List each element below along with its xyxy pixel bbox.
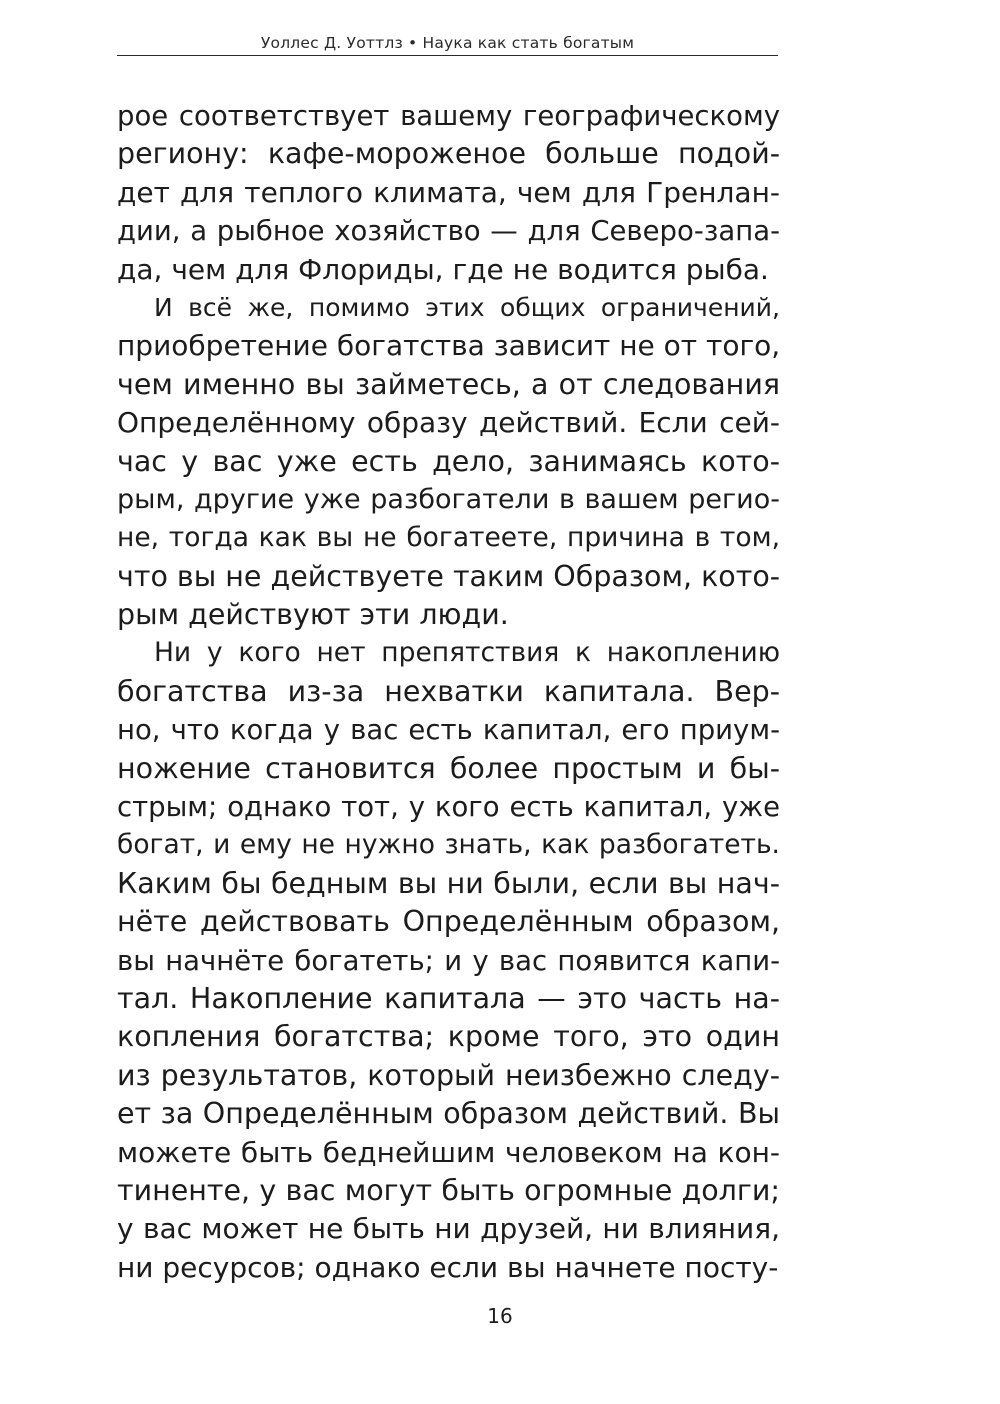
- body-text: [117, 97, 780, 1287]
- text-line: час у вас уже есть дело, занимаясь кото-: [117, 444, 780, 478]
- text-line: копления богатства; кроме того, это один: [117, 1020, 780, 1054]
- text-line: приобретение богатства зависит не от того,: [117, 329, 781, 363]
- text-line: тиненте, у вас могут быть огромные долги;: [117, 1173, 780, 1207]
- text-line: И всё же, помимо этих общих ограничений,: [154, 292, 780, 322]
- running-header: [117, 33, 778, 56]
- text-line: вы начнёте богатеть; и у вас появится капи-: [117, 944, 780, 977]
- text-line: тал. Накопление капитала — это часть на-: [117, 981, 780, 1015]
- text-line: стрым; однако тот, у кого есть капитал, уже: [117, 791, 780, 824]
- text-line: ет за Определённым образом действий. Вы: [117, 1097, 780, 1131]
- text-line: но, что когда у вас есть капитал, его приум-: [117, 714, 780, 747]
- text-line: дии, а рыбное хозяйство — для Северо-запа-: [117, 215, 780, 248]
- text-line: ни ресурсов; однако если вы начнете посту-: [117, 1250, 779, 1284]
- text-line: богатства из-за нехватки капитала. Вер-: [117, 674, 780, 708]
- text-line: у вас может не быть ни друзей, ни влияния,: [117, 1212, 780, 1246]
- text-line: нёте действовать Определённым образом,: [117, 905, 780, 939]
- text-line: да, чем для Флориды, где не водится рыба.: [117, 252, 769, 286]
- text-line: можете быть беднейшим человеком на кон-: [117, 1135, 780, 1169]
- text-line: ножение становится более простым и бы-: [117, 751, 780, 785]
- text-line: богат, и ему не нужно знать, как разбогатеть.: [117, 829, 780, 861]
- running-title: Уоллес Д. Уоттлз • Наука как стать богатым: [260, 34, 635, 52]
- page-number: 16: [487, 1304, 513, 1328]
- paragraph: [117, 289, 780, 635]
- text-line: Ни у кого нет препятствия к накоплению: [154, 637, 780, 669]
- text-line: рое соответствует вашему географическому: [117, 100, 780, 132]
- text-line: чем именно вы займетесь, а от следования: [117, 367, 780, 401]
- text-line: Определённому образу действий. Если сей-: [117, 406, 780, 440]
- text-line: из результатов, который неизбежно следу-: [117, 1058, 780, 1092]
- paragraph: [117, 634, 780, 1287]
- paragraph: [117, 97, 780, 289]
- text-line: Каким бы бедным вы ни были, если вы нач-: [117, 866, 780, 900]
- text-line: что вы не действуете таким Образом, кото-: [117, 559, 781, 593]
- text-line: дет для теплого климата, чем для Гренлан-: [117, 175, 780, 209]
- text-line: региону: кафе-мороженое больше подой-: [117, 137, 780, 171]
- text-line: рым, другие уже разбогатели в вашем регио-: [117, 483, 780, 515]
- text-line: рым действуют эти люди.: [117, 598, 509, 632]
- text-line: не, тогда как вы не богатеете, причина в том,: [117, 522, 780, 554]
